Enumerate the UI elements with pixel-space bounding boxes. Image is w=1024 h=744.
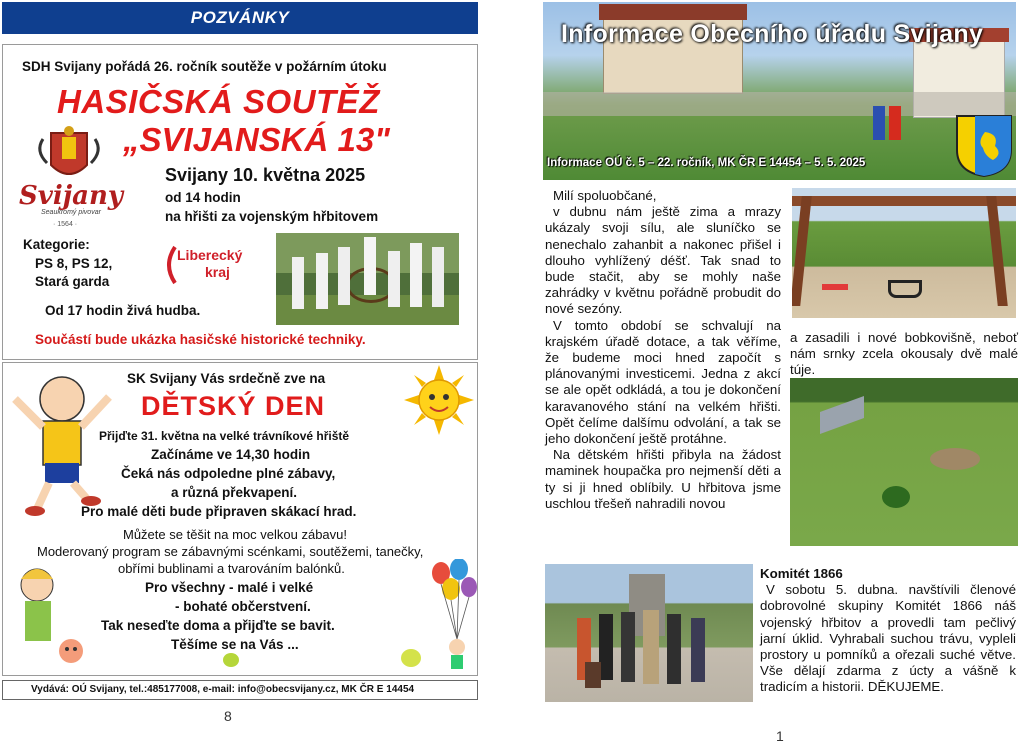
snail-icon	[401, 649, 421, 667]
kids-title: DĚTSKÝ DEN	[141, 391, 326, 421]
live-music: Od 17 hodin živá hudba.	[45, 303, 201, 318]
boy-icon	[7, 369, 117, 519]
right-page-number: 1	[776, 728, 784, 744]
flag-eu	[873, 106, 885, 140]
liberecky-kraj-logo	[161, 243, 261, 287]
contest-time: od 14 hodin	[165, 190, 241, 205]
cartoon-boy-illustration	[7, 369, 117, 519]
person-kneeling	[585, 662, 601, 688]
category-2: Stará garda	[35, 274, 110, 289]
building-roof	[599, 4, 747, 20]
lion-shield-icon	[955, 114, 1013, 178]
kids-intro: SK Svijany Vás srdečně zve na	[127, 371, 326, 386]
pozvanky-header: POZVÁNKY	[2, 2, 478, 34]
cartoon-girl-illustration	[7, 559, 87, 669]
article-paragraph-2: V tomto období se schvalují na krajském úřadě dotace, a tak věříme, že budeme moci hned započít s plánovanými investicemi. Jedna z akcí se ale opět odkládá, a tou je dokončení karavanového stání na velkém hřišti. Opět čelíme dalšímu odvolání, a tak se jeho dokončení ještě protáhne.	[545, 317, 781, 447]
article-paragraph-1: v dubnu nám ještě zima a mrazy ukázaly svoji sílu, ale sluníčko se nenechalo zahanbit a nakonec přišel i dlouho vyhlížený déšť. Tak snad to bude stačit, aby se mohly naše zahrádky v květnu pořádně probudit do nové sezóny.	[545, 204, 781, 317]
komitet-text: V sobotu 5. dubna. navštívili členové dobrovolné skupiny Komitét 1866 náš vojenský hřbitov a provedli tam pečlivý jarní úklid. Vyhrabali suchou trávu, vypleli prostory u pomníků a ořezali suché větve. Vše dělají zdarma z úcty a vášně k tradicím a historii. DĚKUJEME.	[760, 582, 1016, 695]
contest-title-1: HASIČSKÁ SOUTĚŽ	[57, 83, 380, 120]
person-4	[643, 610, 659, 684]
swing-beam	[792, 196, 1016, 206]
swing-post-left	[792, 196, 812, 306]
brewery-name: Svijany	[19, 181, 124, 211]
fire-contest-box	[2, 44, 478, 360]
kids-line10: - bohaté občerstvení.	[175, 599, 311, 614]
category-1: PS 8, PS 12,	[35, 256, 113, 271]
kids-line6: Můžete se těšit na moc velkou zábavu!	[123, 527, 348, 542]
person-6	[691, 618, 705, 682]
svijany-coat-of-arms	[955, 114, 1013, 178]
contest-intro: SDH Svijany pořádá 26. ročník soutěže v požárním útoku	[22, 59, 387, 74]
baby-swing-seat	[888, 280, 922, 298]
kids-line8: obřími bublinami a tvarováním balónků.	[118, 561, 345, 576]
komitet-title: Komitét 1866	[760, 566, 843, 581]
category-label: Kategorie:	[23, 237, 90, 252]
banner-subtitle: Informace OÚ č. 5 – 22. ročník, MK ČR E 14454 – 5. 5. 2025	[547, 157, 866, 169]
firefighters-photo	[276, 233, 459, 325]
person-5	[667, 614, 681, 684]
swing-seat	[822, 284, 848, 290]
kids-line4: a různá překvapení.	[171, 485, 298, 500]
kids-line9: Pro všechny - malé i velké	[145, 580, 314, 595]
kids-line12: Těšíme se na Vás ...	[171, 637, 299, 652]
brewery-year: · 1564 ·	[53, 221, 78, 228]
komitet-article	[760, 566, 1016, 696]
young-shrub	[882, 486, 910, 508]
article-paragraph-3-cont: a zasadili i nové bobkovišně, neboť nám srnky zcela okousaly dvě malé túje.	[790, 330, 1018, 378]
village-banner	[543, 2, 1016, 180]
girl-icon	[7, 559, 87, 669]
banner-title: Informace Obecního úřadu Svijany	[561, 20, 984, 48]
article-continuation	[790, 330, 1018, 379]
svijany-brewery-logo	[17, 125, 124, 221]
publisher-footer: Vydává: OÚ Svijany, tel.:485177008, e-mail: info@obecsvijany.cz, MK ČR E 14454	[2, 680, 478, 700]
komitet-group-photo	[545, 564, 753, 702]
small-snail-icon	[223, 653, 239, 667]
sun-icon	[404, 365, 474, 435]
person-2	[599, 614, 613, 680]
smiling-sun-illustration	[404, 365, 474, 435]
kids-line11: Tak neseďte doma a přijďte se bavit.	[101, 618, 335, 633]
kids-line5: Pro malé děti bude připraven skákací hrad.	[81, 504, 357, 519]
contest-place: na hřišti za vojenským hřbitovem	[165, 209, 379, 224]
balloon-icon	[429, 559, 479, 671]
balloons-illustration	[429, 559, 479, 671]
contest-date: Svijany 10. května 2025	[165, 165, 366, 185]
article-column-1	[545, 188, 781, 512]
left-page-number: 8	[224, 708, 232, 724]
kids-line3: Čeká nás odpoledne plné zábavy,	[121, 466, 336, 481]
historical-technique-note: Součástí bude ukázka hasičské historické techniky.	[35, 332, 366, 347]
street	[543, 92, 1016, 116]
flag-cz	[889, 106, 901, 140]
bench	[820, 396, 864, 434]
greeting: Milí spoluobčané,	[553, 188, 657, 203]
kids-line2: Začínáme ve 14,30 hodin	[151, 447, 311, 462]
swing-photo	[792, 188, 1016, 318]
contest-title-2: „SVIJANSKÁ 13"	[123, 121, 390, 158]
new-trees-photo	[790, 378, 1018, 546]
swing-post-right	[986, 196, 1008, 306]
kids-line1: Přijďte 31. května na velké trávníkové hřiště	[99, 429, 350, 443]
person-3	[621, 612, 635, 682]
region-logo-line2: kraj	[205, 264, 230, 280]
kids-line7: Moderovaný program se zábavnými scénkami, soutěžemi, tanečky,	[37, 544, 424, 559]
kids-day-box	[2, 362, 478, 676]
region-logo-line1: Liberecký	[177, 247, 243, 263]
brewery-sub: Seaukromý pivovar	[41, 209, 101, 216]
soil-patch	[930, 448, 980, 470]
article-paragraph-3: Na dětském hřišti přibyla na žádost maminek houpačka pro nejmenší děti a ty si ji hned oblíbily. U hřbitova jsme uschlou třešeň nahradili novou	[545, 447, 781, 511]
